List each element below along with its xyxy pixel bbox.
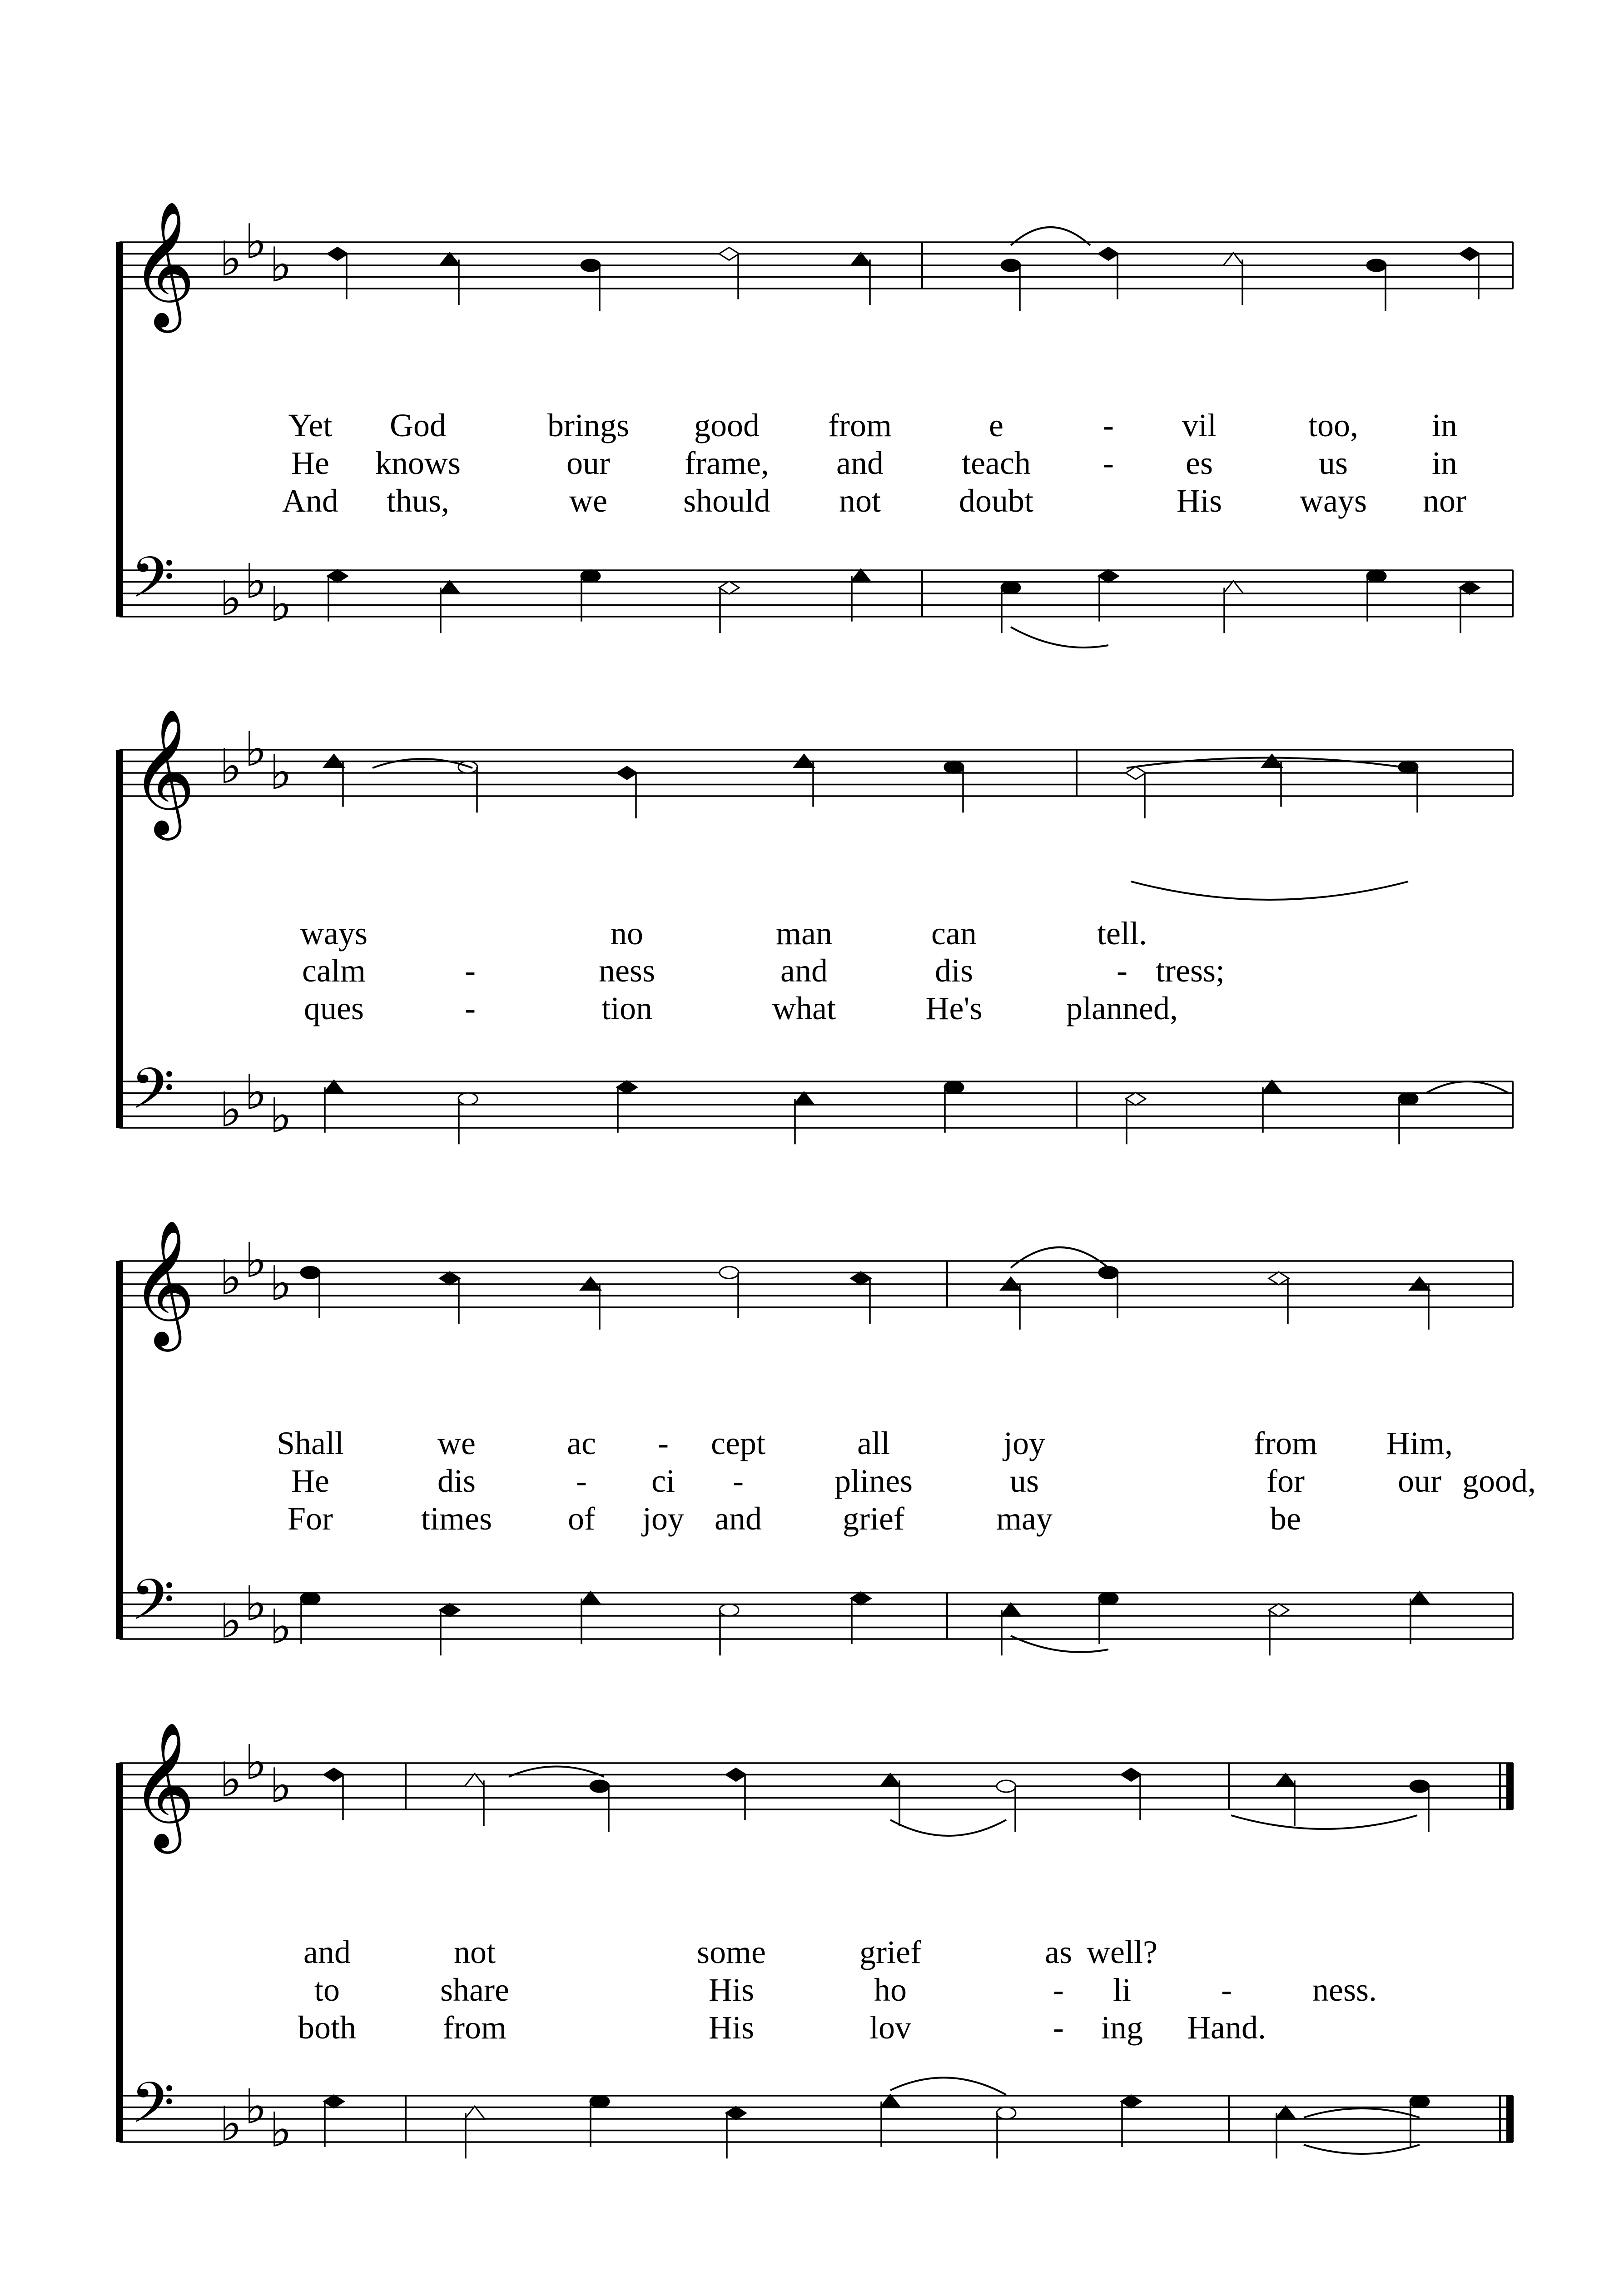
flat-icon: ♭: [219, 2096, 242, 2152]
flat-icon: ♭: [269, 744, 292, 800]
note-head: [1460, 248, 1480, 299]
note-diamond: [1269, 1272, 1289, 1285]
note-diamond: [617, 767, 637, 779]
note-diamond: [851, 1272, 871, 1285]
note-triangle: [1223, 581, 1243, 593]
note-head: [1410, 1277, 1430, 1330]
lyric-syllable: for: [1266, 1463, 1305, 1499]
note-round: [581, 570, 600, 582]
note-head: [1001, 582, 1020, 633]
lyric-syllable: and: [836, 445, 884, 481]
lyric-syllable: He: [291, 1463, 329, 1499]
lyric-syllable: share: [440, 1972, 509, 2008]
note-head: [458, 761, 477, 812]
lyric-syllable: should: [683, 483, 771, 519]
lyric-syllable: good: [694, 407, 760, 443]
note-round: [1001, 259, 1020, 271]
lyric-syllable: joy: [1003, 1425, 1046, 1461]
note-round: [720, 1604, 739, 1616]
note-head: [581, 1592, 601, 1644]
flat-icon: ♭: [219, 1593, 242, 1649]
lyric-syllable: God: [390, 407, 446, 443]
lyric-syllable: tion: [601, 990, 653, 1026]
lyric-syllable: of: [568, 1500, 595, 1537]
note-triangle: [1410, 1592, 1430, 1604]
note-head: [1001, 1277, 1021, 1330]
note-round: [1410, 2096, 1429, 2108]
lyric-syllable: as: [1045, 1934, 1072, 1970]
lyric-syllable: and: [303, 1934, 351, 1970]
note-diamond: [1098, 570, 1118, 583]
note-triangle: [1001, 1603, 1021, 1616]
lyric-syllable: He's: [925, 990, 983, 1026]
note-triangle: [851, 253, 871, 265]
note-head: [458, 1093, 477, 1144]
note-head: [944, 1081, 963, 1133]
note-head: [1001, 1603, 1021, 1655]
final-barline-thick: [1506, 1763, 1514, 1809]
lyric-syllable: knows: [375, 445, 461, 481]
note-head: [617, 1081, 637, 1133]
treble-clef-icon: 𝄞: [131, 708, 195, 835]
lyric-syllable: plines: [834, 1463, 913, 1499]
note-head: [581, 259, 600, 311]
lyric-syllable: and: [780, 952, 828, 989]
lyric-syllable: grief: [843, 1500, 904, 1537]
note-head: [465, 2106, 485, 2158]
note-head: [581, 570, 600, 622]
note-head: [590, 1780, 609, 1832]
note-diamond: [1460, 248, 1480, 260]
note-diamond: [726, 2107, 746, 2119]
note-head: [851, 1592, 871, 1644]
note-head: [851, 569, 871, 622]
bass-clef-icon: 𝄢: [131, 1567, 175, 1647]
lyric-syllable: joy: [642, 1500, 685, 1537]
note-round: [1399, 1093, 1418, 1105]
lyric-syllable: ac: [567, 1425, 596, 1461]
lyric-syllable: ci: [651, 1463, 675, 1499]
lyric-syllable: times: [421, 1500, 492, 1537]
note-head: [1121, 2095, 1141, 2147]
note-round: [301, 1267, 320, 1279]
note-diamond: [719, 581, 739, 594]
note-head: [1367, 570, 1386, 622]
lyric-syllable: dis: [437, 1463, 476, 1499]
note-head: [301, 1593, 320, 1644]
note-diamond: [328, 248, 348, 260]
note-round: [301, 1593, 320, 1604]
flat-icon: ♭: [244, 1734, 267, 1790]
note-triangle: [581, 1592, 601, 1604]
lyric-syllable: no: [611, 915, 643, 952]
lyric-syllable: ways: [1300, 483, 1367, 519]
lyric-syllable: cept: [711, 1425, 765, 1461]
note-head: [726, 1769, 746, 1820]
lyric-syllable: ques: [304, 990, 364, 1026]
lyric-syllable: man: [776, 915, 832, 952]
note-head: [1399, 761, 1418, 812]
lyric-syllable: and: [715, 1500, 762, 1537]
lyric-syllable: brings: [547, 407, 629, 443]
slur: [1011, 1247, 1108, 1268]
lyric-syllable: -: [1103, 407, 1114, 443]
note-head: [1099, 1593, 1118, 1644]
lyric-syllable: from: [1254, 1425, 1317, 1461]
note-head: [719, 248, 739, 299]
lyric-syllable: we: [569, 483, 607, 519]
note-head: [794, 1092, 814, 1144]
lyric-syllable: ways: [300, 915, 368, 952]
note-head: [440, 581, 460, 633]
lyric-syllable: tell.: [1097, 915, 1147, 952]
note-round: [1367, 259, 1386, 271]
lyric-syllable: may: [996, 1500, 1053, 1537]
note-diamond: [851, 1592, 871, 1605]
system-bracket: [116, 242, 123, 617]
lyric-syllable: -: [1053, 2009, 1064, 2046]
note-head: [1410, 1780, 1429, 1832]
note-triangle: [851, 569, 871, 582]
note-head: [617, 767, 637, 818]
note-head: [1099, 1267, 1118, 1318]
note-head: [851, 1272, 871, 1324]
note-head: [1262, 1081, 1282, 1133]
lyric-syllable: calm: [302, 952, 366, 989]
note-head: [324, 755, 344, 807]
note-head: [719, 581, 739, 633]
system-bracket: [116, 750, 123, 1128]
slur: [1011, 627, 1108, 648]
note-diamond: [440, 1272, 460, 1285]
note-diamond: [1121, 2095, 1141, 2108]
lyric-syllable: His: [708, 2009, 755, 2046]
lyric-syllable: And: [282, 483, 338, 519]
note-head: [726, 2107, 746, 2158]
flat-icon: ♭: [269, 577, 292, 633]
lyric-syllable: nor: [1423, 483, 1466, 519]
lyric-syllable: e: [989, 407, 1003, 443]
lyric-syllable: to: [314, 1972, 340, 2008]
lyric-syllable: -: [658, 1425, 669, 1461]
treble-clef-icon: 𝄞: [131, 200, 195, 327]
lyric-syllable: -: [733, 1463, 744, 1499]
note-diamond: [328, 570, 348, 583]
note-head: [720, 1604, 739, 1655]
note-diamond: [324, 1769, 344, 1781]
slur: [1304, 2108, 1420, 2118]
lyric-syllable: -: [1221, 1972, 1232, 2008]
lyric-syllable: ness.: [1312, 1972, 1377, 2008]
flat-icon: ♭: [244, 2079, 267, 2135]
lyric-syllable: not: [453, 1934, 496, 1970]
note-head: [440, 253, 460, 305]
note-triangle: [1262, 1081, 1282, 1093]
flat-icon: ♭: [219, 1752, 242, 1808]
note-head: [1460, 581, 1480, 633]
flat-icon: ♭: [219, 1250, 242, 1305]
lyric-syllable: be: [1270, 1500, 1301, 1537]
note-head: [944, 761, 963, 812]
note-head: [997, 2107, 1016, 2158]
lyric-syllable: doubt: [959, 483, 1034, 519]
note-triangle: [1276, 2106, 1296, 2119]
note-round: [1099, 1267, 1118, 1279]
note-triangle: [880, 2095, 900, 2108]
note-diamond: [726, 1769, 746, 1781]
note-head: [1121, 1769, 1141, 1820]
flat-icon: ♭: [219, 739, 242, 794]
lyric-syllable: in: [1431, 407, 1458, 443]
flat-icon: ♭: [269, 237, 292, 293]
system-bracket: [116, 1261, 123, 1639]
note-triangle: [465, 2106, 485, 2119]
note-head: [1223, 253, 1243, 305]
note-head: [880, 1774, 900, 1826]
note-head: [1276, 2106, 1296, 2158]
flat-icon: ♭: [244, 214, 267, 269]
lyric-syllable: He: [291, 445, 329, 481]
note-head: [324, 1081, 344, 1133]
note-round: [1410, 1780, 1429, 1792]
note-diamond: [617, 1081, 637, 1094]
slur: [1426, 1081, 1508, 1093]
lyric-syllable: lov: [869, 2009, 912, 2046]
note-head: [1126, 767, 1146, 818]
treble-clef-icon: 𝄞: [131, 1219, 195, 1346]
slur: [1131, 882, 1408, 900]
lyric-syllable: from: [443, 2009, 507, 2046]
note-triangle: [440, 581, 460, 593]
note-head: [1269, 1604, 1289, 1655]
slur: [1231, 1815, 1417, 1829]
lyric-syllable: His: [1176, 483, 1222, 519]
lyric-syllable: For: [287, 1500, 333, 1537]
note-round: [1367, 570, 1386, 582]
note-head: [1276, 1774, 1296, 1826]
note-head: [1399, 1093, 1418, 1144]
lyric-syllable: both: [298, 2009, 357, 2046]
lyric-syllable: good,: [1462, 1463, 1536, 1499]
lyric-syllable: es: [1186, 445, 1213, 481]
note-triangle: [1276, 1774, 1296, 1786]
note-diamond: [1460, 581, 1480, 594]
note-head: [581, 1277, 601, 1330]
slur: [890, 1820, 1006, 1836]
lyric-syllable: our: [566, 445, 610, 481]
lyric-syllable: ing: [1101, 2009, 1143, 2046]
flat-icon: ♭: [269, 1088, 292, 1144]
note-round: [590, 2096, 609, 2108]
lyric-syllable: not: [839, 483, 881, 519]
note-round: [581, 259, 600, 271]
flat-icon: ♭: [244, 553, 267, 609]
note-round: [1099, 1593, 1118, 1604]
lyric-syllable: thus,: [386, 483, 450, 519]
lyric-syllable: -: [1053, 1972, 1064, 2008]
note-head: [1410, 2096, 1429, 2147]
slur: [1304, 2145, 1420, 2154]
note-triangle: [1223, 253, 1243, 265]
note-triangle: [880, 1774, 900, 1786]
note-head: [1367, 259, 1386, 311]
lyric-syllable: us: [1009, 1463, 1039, 1499]
lyric-syllable: Yet: [288, 407, 333, 443]
flat-icon: ♭: [269, 1599, 292, 1655]
slur: [890, 2078, 1006, 2095]
note-head: [301, 1267, 320, 1318]
flat-icon: ♭: [219, 1082, 242, 1138]
final-barline-thick: [1506, 2096, 1514, 2142]
bass-clef-icon: 𝄢: [131, 1056, 175, 1136]
lyric-syllable: our: [1398, 1463, 1441, 1499]
flat-icon: ♭: [269, 1256, 292, 1311]
note-head: [1262, 755, 1282, 807]
note-head: [328, 570, 348, 622]
flat-icon: ♭: [219, 231, 242, 287]
flat-icon: ♭: [219, 571, 242, 627]
lyric-syllable: teach: [962, 445, 1031, 481]
note-triangle: [794, 1092, 814, 1105]
flat-icon: ♭: [244, 1065, 267, 1121]
note-round: [997, 2107, 1016, 2119]
lyric-syllable: we: [437, 1425, 476, 1461]
note-head: [1098, 248, 1118, 299]
note-diamond: [1269, 1604, 1289, 1616]
note-head: [1126, 1092, 1146, 1144]
lyric-syllable: in: [1431, 445, 1458, 481]
lyric-syllable: li: [1112, 1972, 1132, 2008]
bass-clef-icon: 𝄢: [131, 2070, 175, 2150]
note-round: [997, 1780, 1016, 1792]
note-triangle: [440, 253, 460, 265]
system-bracket: [116, 1763, 123, 2142]
note-round: [1001, 582, 1020, 593]
note-round: [944, 1081, 963, 1093]
note-head: [1098, 570, 1118, 622]
note-head: [590, 2096, 609, 2147]
lyric-syllable: all: [857, 1425, 890, 1461]
lyric-syllable: vil: [1182, 407, 1217, 443]
note-triangle: [324, 1081, 344, 1093]
note-diamond: [719, 248, 739, 260]
lyric-syllable: frame,: [685, 445, 769, 481]
lyric-syllable: -: [465, 952, 476, 989]
note-head: [324, 2095, 344, 2147]
flat-icon: ♭: [244, 721, 267, 777]
flat-icon: ♭: [269, 2102, 292, 2158]
note-head: [465, 1774, 485, 1826]
note-diamond: [1098, 248, 1118, 260]
note-head: [440, 1604, 460, 1655]
lyric-syllable: Shall: [276, 1425, 344, 1461]
lyric-syllable: well?: [1087, 1934, 1157, 1970]
note-head: [328, 248, 348, 299]
lyric-syllable: Him,: [1386, 1425, 1453, 1461]
note-round: [944, 761, 963, 773]
lyric-syllable: dis: [934, 952, 973, 989]
note-head: [720, 1267, 739, 1318]
lyric-syllable: tress;: [1156, 952, 1225, 989]
lyric-syllable: what: [772, 990, 836, 1026]
note-head: [1269, 1272, 1289, 1324]
note-head: [1223, 581, 1243, 633]
lyric-syllable: too,: [1308, 407, 1359, 443]
note-diamond: [440, 1604, 460, 1616]
note-head: [851, 253, 871, 305]
note-triangle: [465, 1774, 485, 1786]
lyric-syllable: planned,: [1066, 990, 1178, 1026]
note-head: [794, 755, 814, 807]
lyric-syllable: -: [1103, 445, 1114, 481]
note-diamond: [1126, 1092, 1146, 1105]
lyric-syllable: can: [931, 915, 977, 952]
lyric-syllable: us: [1318, 445, 1348, 481]
lyric-syllable: Hand.: [1187, 2009, 1266, 2046]
lyric-syllable: His: [708, 1972, 755, 2008]
note-round: [590, 1780, 609, 1792]
lyric-syllable: grief: [859, 1934, 921, 1970]
lyric-syllable: -: [576, 1463, 587, 1499]
note-head: [1410, 1592, 1430, 1644]
flat-icon: ♭: [269, 1758, 292, 1814]
treble-clef-icon: 𝄞: [131, 1721, 195, 1848]
lyric-syllable: -: [1117, 952, 1127, 989]
note-head: [440, 1272, 460, 1324]
note-head: [1001, 259, 1020, 311]
note-round: [458, 1093, 477, 1105]
flat-icon: ♭: [244, 1576, 267, 1632]
lyric-syllable: ness: [599, 952, 655, 989]
note-diamond: [324, 2095, 344, 2108]
note-head: [324, 1769, 344, 1820]
note-round: [720, 1267, 739, 1279]
lyric-syllable: -: [465, 990, 476, 1026]
bass-clef-icon: 𝄢: [131, 545, 175, 624]
note-diamond: [1121, 1769, 1141, 1781]
lyric-syllable: from: [828, 407, 892, 443]
note-head: [880, 2095, 900, 2147]
flat-icon: ♭: [244, 1232, 267, 1288]
slur: [372, 759, 472, 768]
lyric-syllable: ho: [874, 1972, 907, 2008]
lyric-syllable: some: [697, 1934, 766, 1970]
